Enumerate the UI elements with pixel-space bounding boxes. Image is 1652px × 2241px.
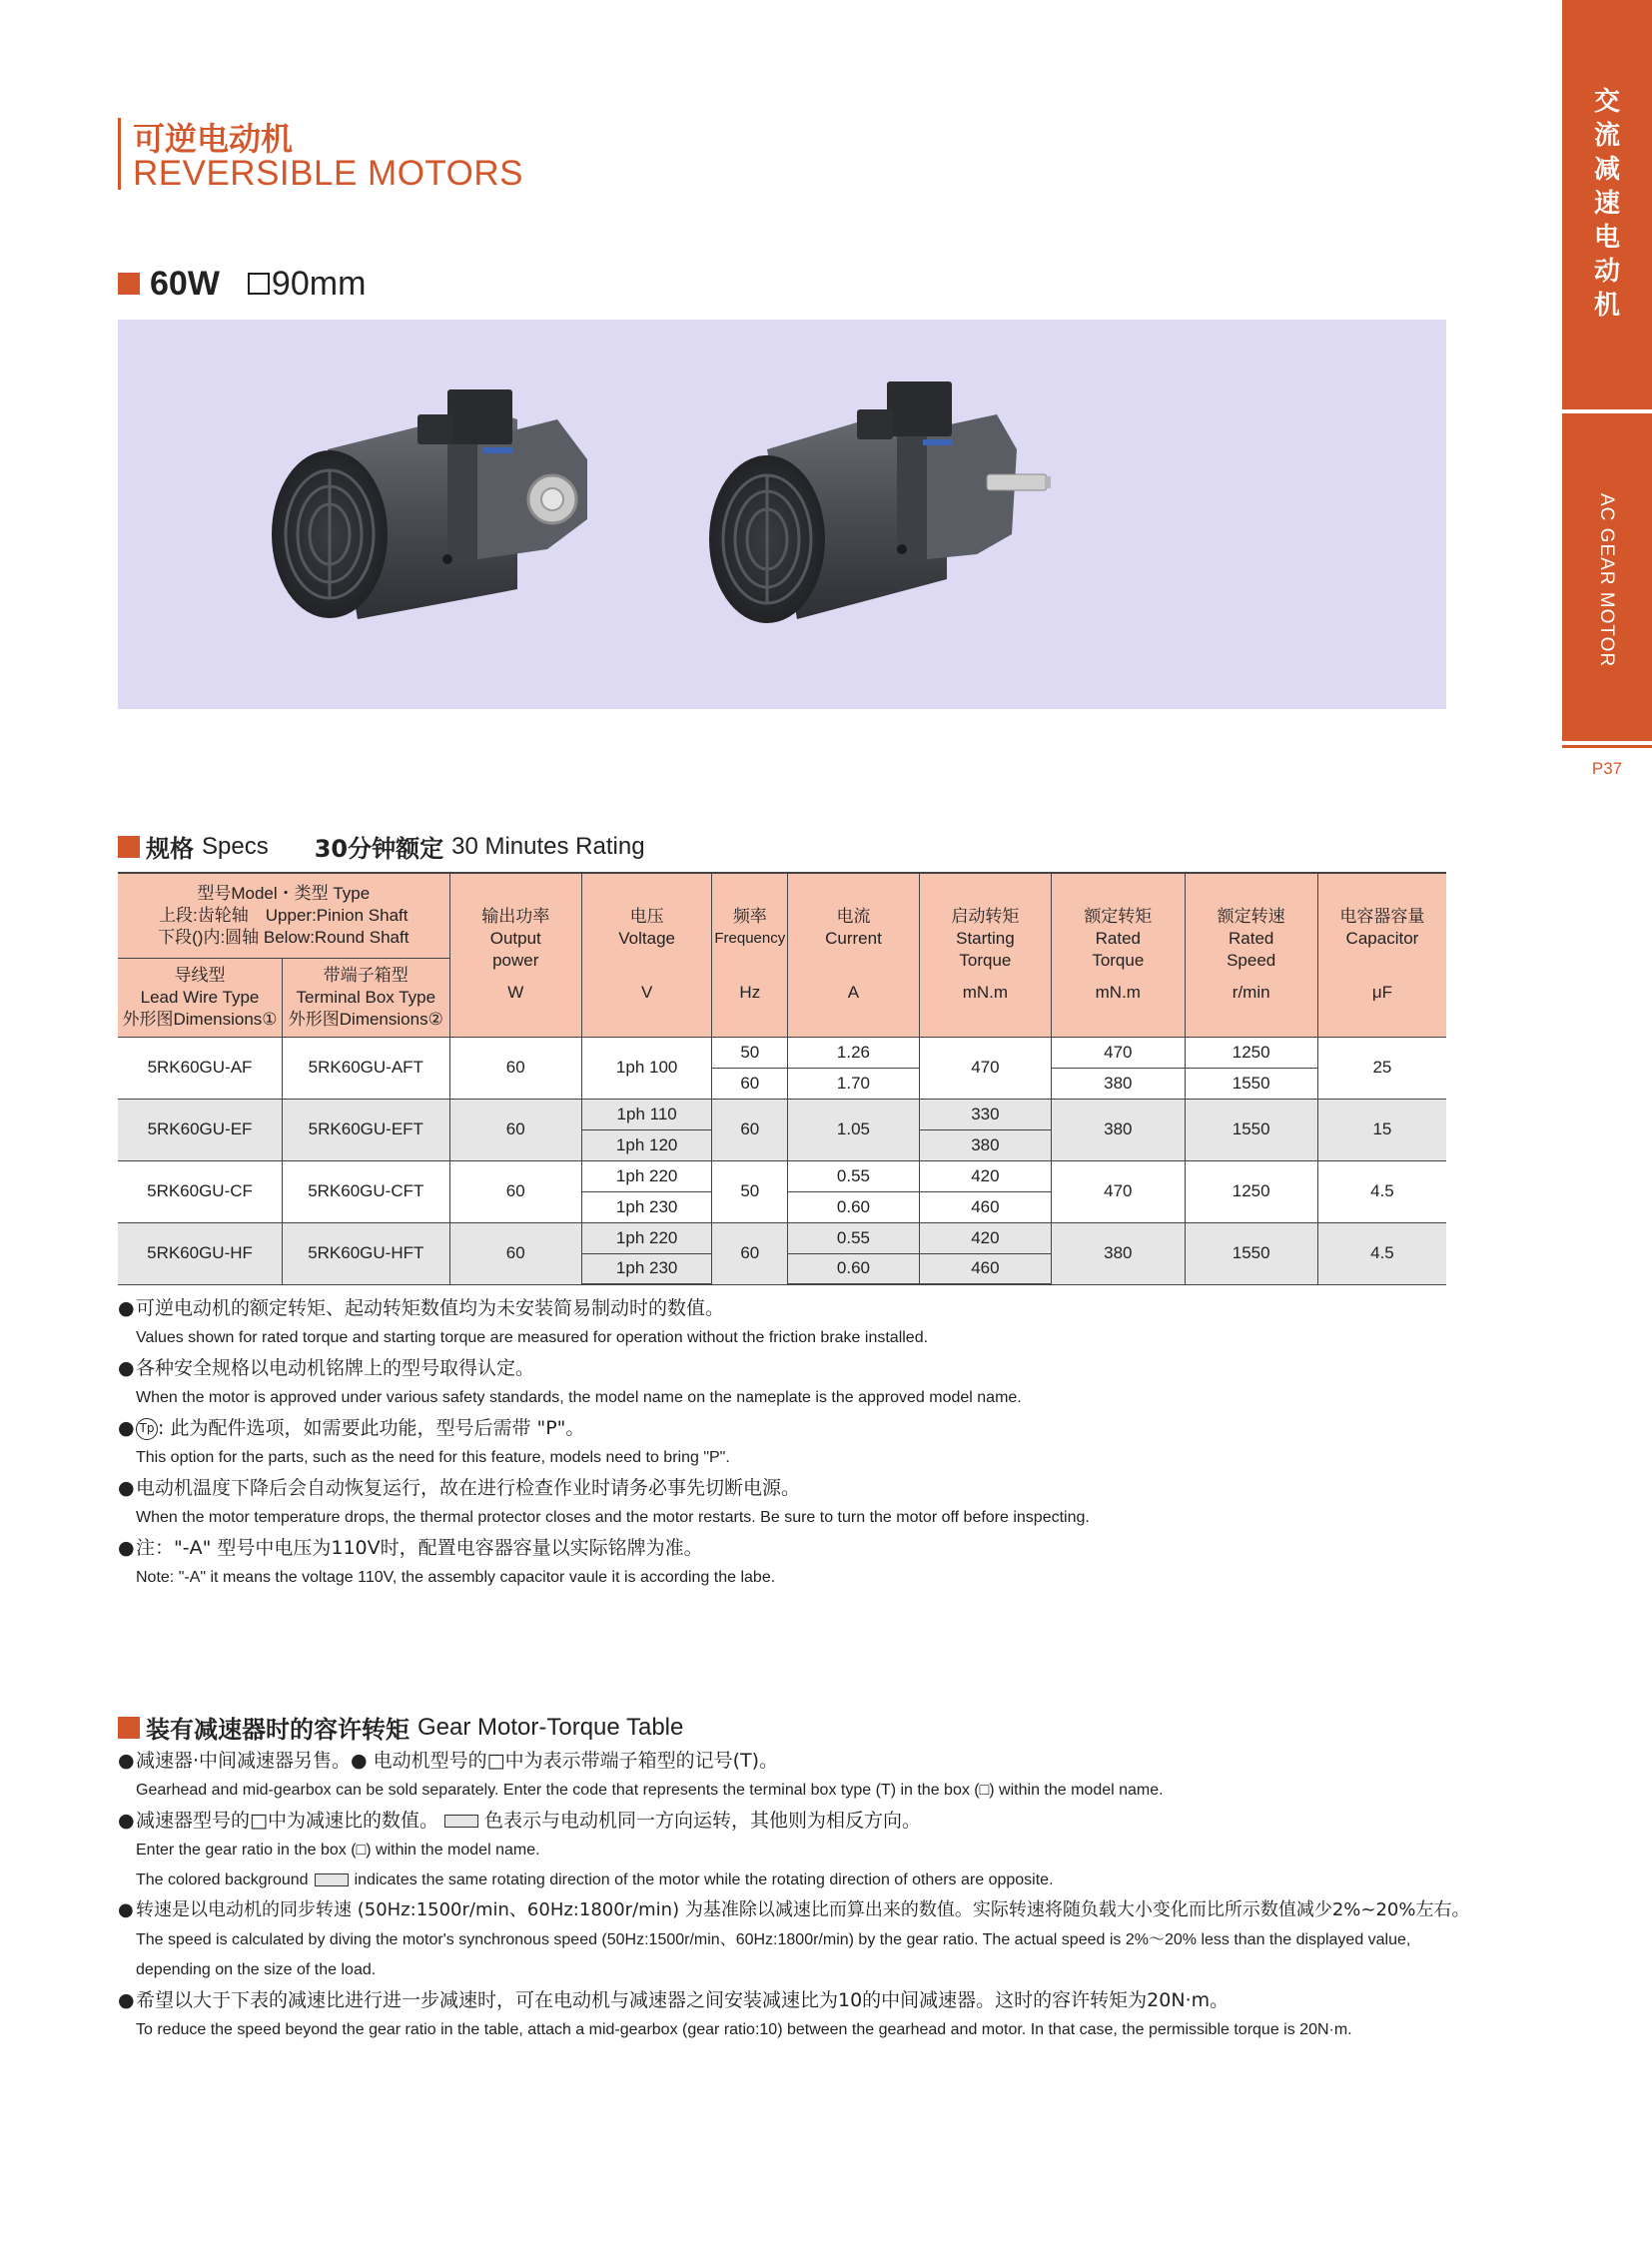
table-row: 1ph 230 0.60 460 — [118, 1191, 1446, 1222]
page-title-cn: 可逆电动机 — [133, 120, 294, 158]
note-en: To reduce the speed beyond the gear ratio in the table, attach a mid-gearbox (gear ratio:10) between the gearhead and motor. In that case, the permissible torque is 20N·m. — [136, 2021, 1352, 2038]
orange-square-icon — [118, 273, 140, 295]
note-en: This option for the parts, such as the need for this feature, models need to bring "P". — [136, 1449, 730, 1466]
side-divider — [1562, 745, 1652, 748]
colored-background-swatch — [315, 1873, 349, 1886]
torque-heading-cn: 装有减速器时的容许转矩 — [146, 1716, 410, 1744]
square-frame-icon — [248, 273, 270, 295]
motor-right — [709, 381, 1051, 623]
gear-motor-illustration — [118, 320, 1446, 709]
note-en: The colored background indicates the same rotating direction of the motor while the rotating direction of others are opposite. — [136, 1871, 1054, 1888]
page-number: P37 — [1591, 759, 1623, 778]
header-terminal-box: 带端子箱型 Terminal Box Type 外形图Dimensions② — [283, 958, 450, 1037]
side-tab-cn — [1562, 0, 1652, 409]
note-en: The speed is calculated by diving the motor's synchronous speed (50Hz:1500r/min、60Hz:1800r/min) by the gear ratio. The actual speed is 2%～20% less than the displayed value, — [136, 1931, 1411, 1948]
specs-heading-cn: 规格 — [146, 835, 194, 863]
motor-spec-heading — [118, 264, 366, 304]
header-output: 输出功率 Output power W — [449, 873, 581, 1037]
table-row: 60 1.70 380 1550 — [118, 1068, 1446, 1099]
orange-square-icon — [118, 836, 140, 858]
header-capacitor: 电容器容量 Capacitor μF — [1317, 873, 1446, 1037]
side-tab-cn-text: 交 流 减 速 电 动 机 — [1593, 87, 1620, 321]
note-cn: ●各种安全规格以电动机铭牌上的型号取得认定。 — [118, 1357, 535, 1379]
title-accent-bar — [118, 118, 121, 190]
note-cn: ●注："-A" 型号中电压为110V时，配置电容器容量以实际铭牌为准。 — [118, 1537, 703, 1559]
header-rated-torque: 额定转矩 Rated Torque mN.m — [1052, 873, 1185, 1037]
thermal-protector-icon: Tp — [136, 1418, 158, 1440]
colored-background-swatch — [444, 1815, 478, 1828]
note-cn: ● 转速是以电动机的同步转速 (50Hz:1500r/min、60Hz:1800r/min) 为基准除以减速比而算出来的数值。实际转速将随负载大小变化而比所示数值减少2%~20%左右。 — [118, 1899, 1470, 1920]
table-row: 1ph 230 0.60 460 — [118, 1253, 1446, 1284]
note-cn: ● Tp : 此为配件选项，如需要此功能，型号后需带 "P"。 — [118, 1417, 585, 1439]
header-voltage: 电压 Voltage V — [581, 873, 711, 1037]
note-cn: ●减速器型号的□中为减速比的数值。 色表示与电动机同一方向运转，其他则为相反方向。 — [118, 1810, 921, 1832]
note-en: When the motor temperature drops, the thermal protector closes and the motor restarts. Be sure to turn the motor off before inspecting. — [136, 1509, 1090, 1526]
rating-heading-en: 30 Minutes Rating — [451, 832, 645, 860]
note-en: Enter the gear ratio in the box (□) within the model name. — [136, 1842, 540, 1859]
table-row: 5RK60GU-AF 5RK60GU-AFT 60 1ph 100 50 1.26 470 470 1250 25 — [118, 1037, 1446, 1068]
spec-notes — [118, 1293, 1476, 1593]
note-cn: ●可逆电动机的额定转矩、起动转矩数值均为未安装简易制动时的数值。 — [118, 1297, 725, 1319]
header-starting-torque: 启动转矩 Starting Torque mN.m — [919, 873, 1051, 1037]
torque-heading — [118, 1710, 683, 1745]
header-lead-wire: 导线型 Lead Wire Type 外形图Dimensions① — [118, 958, 283, 1037]
note-cn: ●希望以大于下表的减速比进行进一步减速时，可在电动机与减速器之间安装减速比为10的中间减速器。这时的容许转矩为20N·m。 — [118, 1989, 1230, 2011]
header-current: 电流 Current A — [788, 873, 919, 1037]
header-frequency: 频率 Frequency Hz — [712, 873, 788, 1037]
note-en: depending on the size of the load. — [136, 1961, 377, 1978]
torque-heading-en: Gear Motor-Torque Table — [417, 1713, 684, 1741]
note-en: Note: "-A" it means the voltage 110V, the assembly capacitor vaule it is according the labe. — [136, 1569, 776, 1586]
note-cn: ●减速器·中间减速器另售。● 电动机型号的□中为表示带端子箱型的记号(T)。 — [118, 1750, 779, 1772]
note-en: Gearhead and mid-gearbox can be sold separately. Enter the code that represents the terminal box type (T) in the box (□) within the model name. — [136, 1782, 1164, 1799]
rating-heading-cn: 30分钟额定 — [314, 835, 444, 863]
specs-heading — [118, 829, 645, 864]
header-rated-speed: 额定转速 Rated Speed r/min — [1185, 873, 1317, 1037]
header-model: 型号Model・类型 Type 上段:齿轮轴 Upper:Pinion Shaft 下段()内:圆轴 Below:Round Shaft — [118, 873, 449, 958]
motor-frame-size: 90mm — [271, 264, 367, 303]
product-photo — [118, 320, 1446, 709]
note-cn: ●电动机温度下降后会自动恢复运行，故在进行检查作业时请务必事先切断电源。 — [118, 1477, 801, 1499]
orange-square-icon — [118, 1717, 140, 1739]
page-title-en: REVERSIBLE MOTORS — [133, 154, 524, 193]
note-en: Values shown for rated torque and starting torque are measured for operation without the friction brake installed. — [136, 1329, 929, 1346]
motor-left — [272, 389, 587, 619]
specs-heading-en: Specs — [202, 832, 269, 860]
table-row: 5RK60GU-HF 5RK60GU-HFT 60 1ph 220 60 0.55 420 380 1550 4.5 — [118, 1222, 1446, 1253]
side-tab-en — [1562, 413, 1652, 741]
specs-table — [118, 872, 1446, 1285]
motor-power: 60W — [150, 264, 220, 303]
table-row: 5RK60GU-EF 5RK60GU-EFT 60 1ph 110 60 1.05 330 380 1550 15 — [118, 1099, 1446, 1129]
table-row: 1ph 120 380 — [118, 1129, 1446, 1160]
note-en: When the motor is approved under various safety standards, the model name on the nameplate is the approved model name. — [136, 1389, 1022, 1406]
table-row: 5RK60GU-CF 5RK60GU-CFT 60 1ph 220 50 0.55 420 470 1250 4.5 — [118, 1160, 1446, 1191]
side-tab-en-text: AC GEAR MOTOR — [1596, 493, 1617, 668]
torque-notes — [118, 1746, 1476, 2045]
